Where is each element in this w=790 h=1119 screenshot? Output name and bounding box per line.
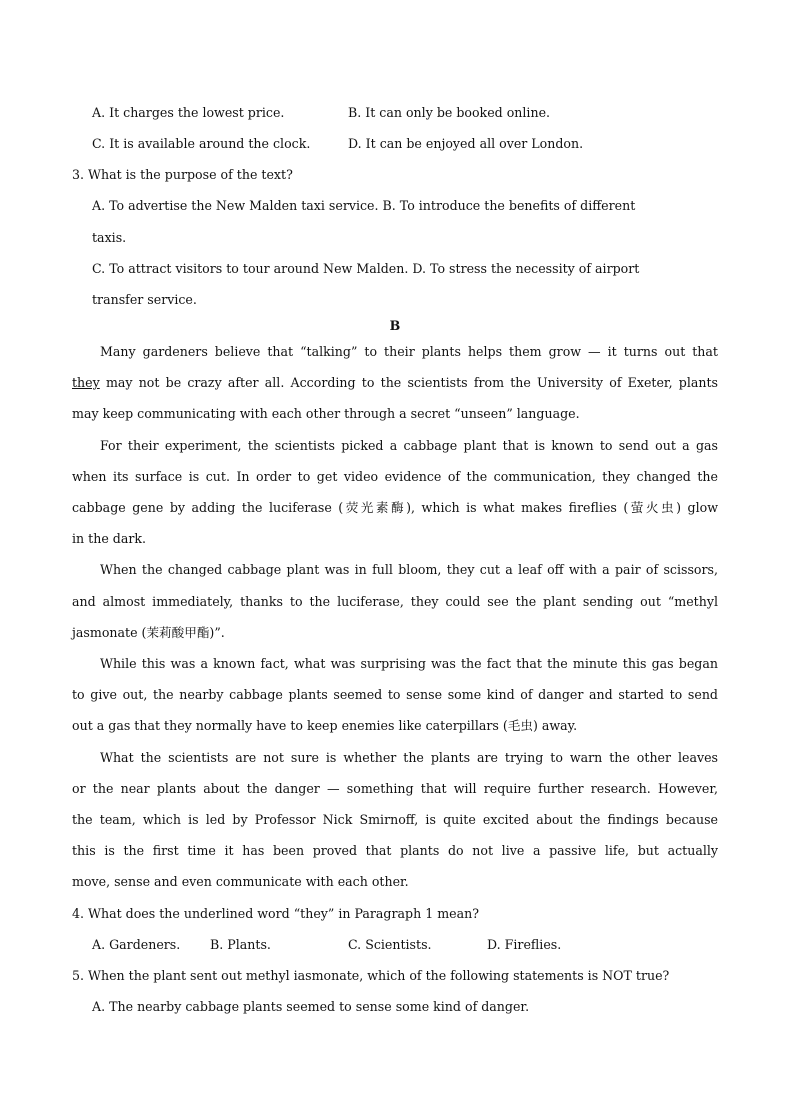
passage-p1-line-2-rest: may not be crazy after all. According to the scientists from the University of Exeter, plants: [99, 375, 718, 390]
passage-p4-line-1: While this was a known fact, what was surprising was the fact that the minute this gas began: [100, 656, 718, 671]
passage-p4-line-3: out a gas that they normally have to keep enemies like caterpillars (毛虫) away.: [72, 718, 578, 733]
q4-option-b: B. Plants.: [210, 937, 271, 952]
passage-p1-line-3: may keep communicating with each other through a secret “unseen” language.: [72, 406, 580, 421]
q3-options-line-2: taxis.: [92, 230, 127, 245]
passage-p3-line-2: and almost immediately, thanks to the luciferase, they could see the plant sending out “methyl: [72, 594, 718, 609]
passage-p5-line-3: the team, which is led by Professor Nick Smirnoff, is quite excited about the findings because: [72, 812, 718, 827]
passage-p3-line-3: jasmonate (茉莉酸甲酯)”.: [72, 625, 225, 640]
q4-option-c: C. Scientists.: [348, 937, 432, 952]
q3-options-line-3: C. To attract visitors to tour around New Malden. D. To stress the necessity of airport: [92, 261, 640, 276]
q5-option-a: A. The nearby cabbage plants seemed to sense some kind of danger.: [92, 999, 530, 1014]
passage-p1-line-1: Many gardeners believe that “talking” to their plants helps them grow — it turns out that: [100, 344, 718, 359]
section-heading: B: [389, 318, 401, 333]
passage-p4-line-2: to give out, the nearby cabbage plants seemed to sense some kind of danger and started to send: [72, 687, 718, 702]
q3-stem: 3. What is the purpose of the text?: [72, 167, 293, 182]
passage-p1-line-2: [72, 375, 718, 391]
q4-option-d: D. Fireflies.: [487, 937, 562, 952]
passage-p5-line-5: move, sense and even communicate with each other.: [72, 874, 409, 889]
passage-p2-line-1: For their experiment, the scientists picked a cabbage plant that is known to send out a gas: [100, 438, 718, 453]
passage-p2-line-2: when its surface is cut. In order to get video evidence of the communication, they changed the: [72, 469, 718, 484]
q2-option-b: B. It can only be booked online.: [348, 105, 551, 120]
q2-option-d: D. It can be enjoyed all over London.: [348, 136, 584, 151]
q5-stem: 5. When the plant sent out methyl iasmonate, which of the following statements is NOT true?: [72, 968, 670, 983]
q2-option-c: C. It is available around the clock.: [92, 136, 311, 151]
q4-stem: 4. What does the underlined word “they” in Paragraph 1 mean?: [72, 906, 479, 921]
passage-p2-line-3: cabbage gene by adding the luciferase (荧光素酶), which is what makes fireflies (萤火虫) glow: [72, 500, 718, 515]
passage-p5-line-1: What the scientists are not sure is whether the plants are trying to warn the other leaves: [100, 750, 718, 765]
passage-p5-line-4: this is the first time it has been proved that plants do not live a passive life, but actually: [72, 843, 718, 858]
q2-option-a: A. It charges the lowest price.: [92, 105, 285, 120]
underlined-word-they: they: [72, 375, 100, 390]
passage-p3-line-1: When the changed cabbage plant was in full bloom, they cut a leaf off with a pair of scissors,: [100, 562, 718, 577]
q3-options-line-4: transfer service.: [92, 292, 197, 307]
q4-option-a: A. Gardeners.: [92, 937, 181, 952]
passage-p2-line-4: in the dark.: [72, 531, 146, 546]
passage-p5-line-2: or the near plants about the danger — something that will require further research. However,: [72, 781, 718, 796]
q3-options-line-1: A. To advertise the New Malden taxi service. B. To introduce the benefits of different: [92, 198, 636, 213]
